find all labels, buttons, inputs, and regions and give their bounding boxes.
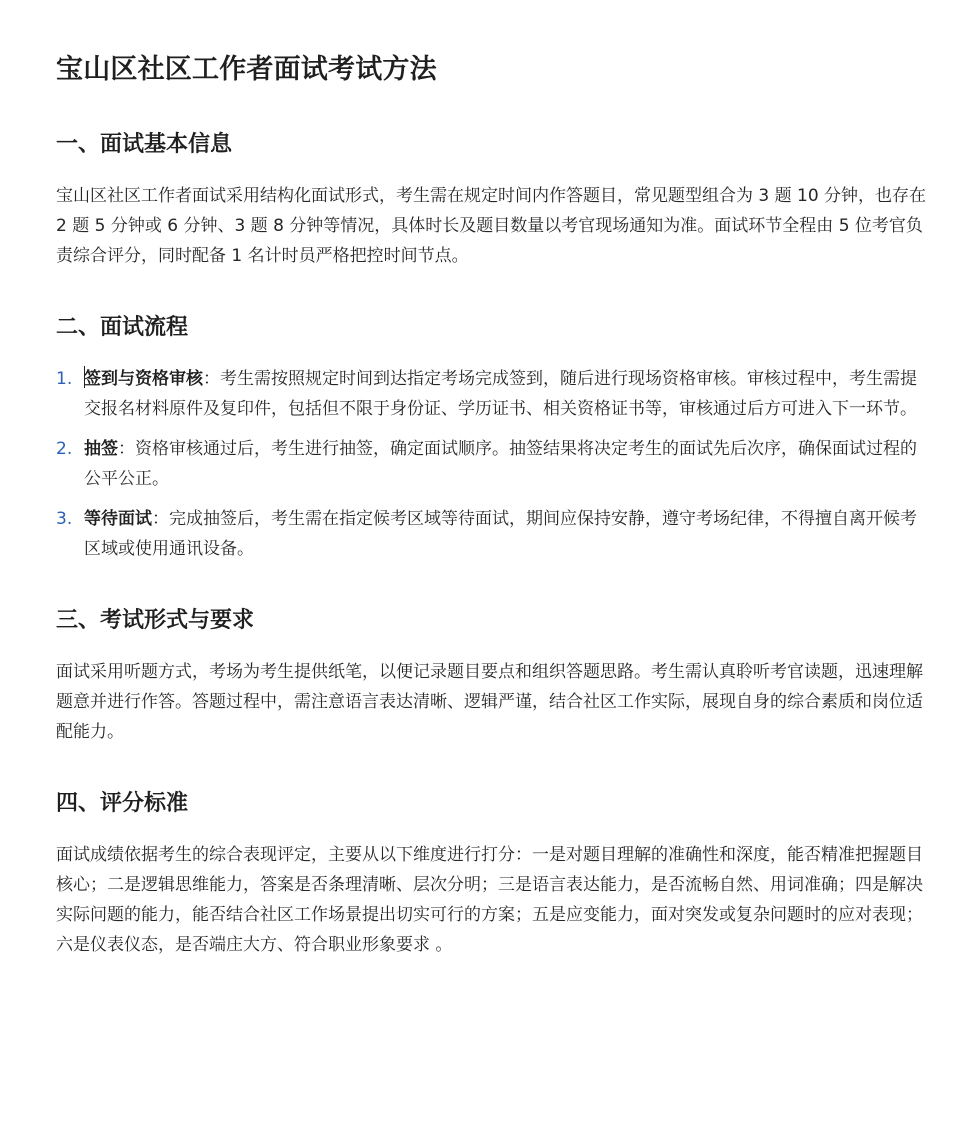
list-number: 2.	[56, 439, 73, 459]
section-paragraph: 宝山区社区工作者面试采用结构化面试形式，考生需在规定时间内作答题目，常见题型组合为 3 题 10 分钟，也存在 2 题 5 分钟或 6 分钟、3 题 8 分钟等情况，具体时长及题目数量以考官现场通知为准。面试环节全程由 5 位考官负责综合评分，同时配备 1 名计时员严格把控时间节点。	[56, 186, 927, 266]
list-item-term: 签到与资格审核	[84, 369, 203, 389]
list-item-text: ：考生需按照规定时间到达指定考场完成签到，随后进行现场资格审核。审核过程中，考生需提交报名材料原件及复印件，包括但不限于身份证、学历证书、相关资格证书等，审核通过后方可进入下一环节。	[84, 369, 917, 419]
list-item-term: 等待面试	[84, 509, 152, 529]
list-item-term: 抽签	[84, 439, 118, 459]
section-heading: 一、面试基本信息	[56, 132, 233, 157]
list-item-text: ：资格审核通过后，考生进行抽签，确定面试顺序。抽签结果将决定考生的面试先后次序，确保面试过程的公平公正。	[84, 439, 917, 489]
list-item	[56, 364, 927, 424]
process-list	[56, 364, 927, 564]
section-paragraph: 面试成绩依据考生的综合表现评定，主要从以下维度进行打分：一是对题目理解的准确性和深度，能否精准把握题目核心；二是逻辑思维能力，答案是否条理清晰、层次分明；三是语言表达能力，是否流畅自然、用词准确；四是解决实际问题的能力，能否结合社区工作场景提出切实可行的方案；五是应变能力，面对突发或复杂问题时的应对表现；六是仪表仪态，是否端庄大方、符合职业形象要求 。	[56, 845, 923, 955]
section-heading: 三、考试形式与要求	[56, 608, 255, 633]
section-paragraph: 面试采用听题方式，考场为考生提供纸笔，以便记录题目要点和组织答题思路。考生需认真聆听考官读题，迅速理解题意并进行作答。答题过程中，需注意语言表达清晰、逻辑严谨，结合社区工作实际，展现自身的综合素质和岗位适配能力。	[56, 662, 923, 742]
list-item	[56, 434, 927, 494]
section-basic-info	[56, 128, 927, 271]
section-scoring	[56, 787, 927, 960]
section-process	[56, 311, 927, 564]
list-number: 3.	[56, 509, 73, 529]
list-number: 1.	[56, 369, 73, 389]
list-item	[56, 504, 927, 564]
section-exam-format	[56, 604, 927, 747]
document-title: 宝山区社区工作者面试考试方法	[56, 54, 437, 85]
section-heading: 四、评分标准	[56, 791, 189, 816]
section-heading: 二、面试流程	[56, 315, 189, 340]
list-item-text: ：完成抽签后，考生需在指定候考区域等待面试，期间应保持安静，遵守考场纪律，不得擅自离开候考区域或使用通讯设备。	[84, 509, 917, 559]
